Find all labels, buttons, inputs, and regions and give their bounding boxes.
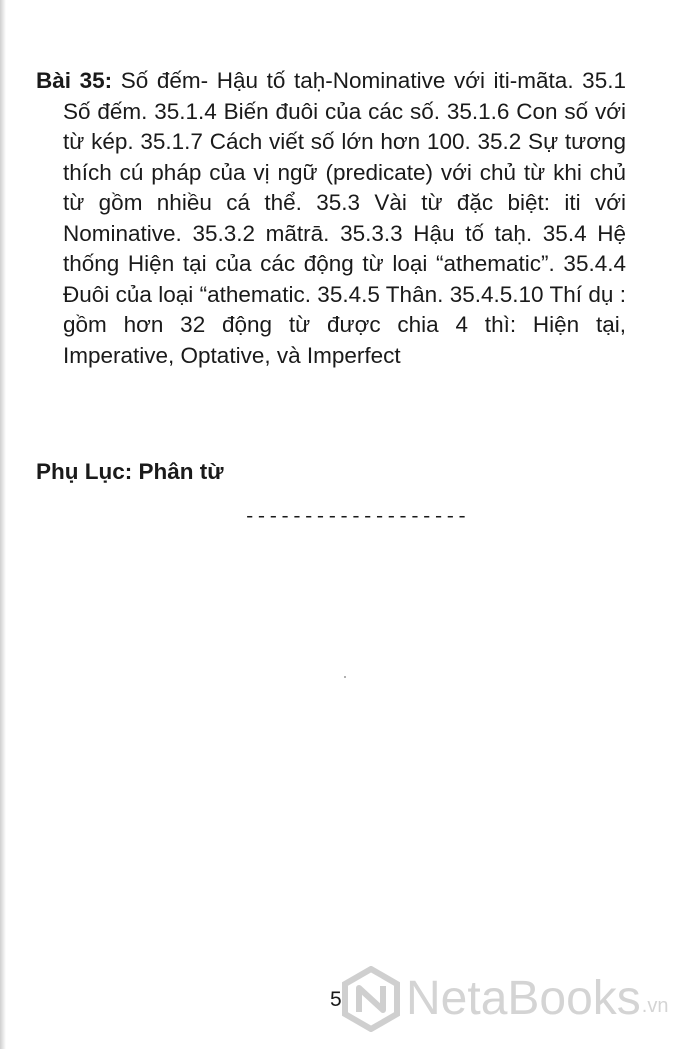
watermark-suffix: .vn — [641, 995, 669, 1017]
lesson-contents: Số đếm- Hậu tố taḥ-Nominative với iti-mãta. 35.1 Số đếm. 35.1.4 Biến đuôi của các số. 35.1.6 Con số với từ kép. 35.1.7 Cách viết số lớn hơn 100. 35.2 Sự tương thích cú pháp của vị ngữ (predicate) với chủ từ khi chủ từ gồm nhiều cá thể. 35.3 Vài từ đặc biệt: iti với Nominative. 35.3.2 mãtrā. 35.3.3 Hậu tố taḥ. 35.4 Hệ thống Hiện tại của các động từ loại “athematic”. 35.4.4 Đuôi của loại “athematic. 35.4.5 Thân. 35.4.5.10 Thí dụ : gồm hơn 32 động từ được chia 4 thì: Hiện tại, Imperative, Optative, và Imperfect — [63, 68, 626, 368]
netabooks-logo-icon — [338, 966, 404, 1032]
appendix-heading: Phụ Lục: Phân từ — [36, 459, 224, 484]
watermark-brand: NetaBooks — [406, 972, 641, 1025]
page-number: 5 — [330, 988, 342, 1011]
lesson-entry — [36, 66, 626, 371]
print-speck — [344, 676, 346, 678]
lesson-heading: Bài 35: — [36, 68, 113, 93]
page-edge-shadow — [0, 0, 6, 1049]
separator-line: ------------------- — [244, 506, 469, 528]
watermark — [338, 964, 668, 1034]
